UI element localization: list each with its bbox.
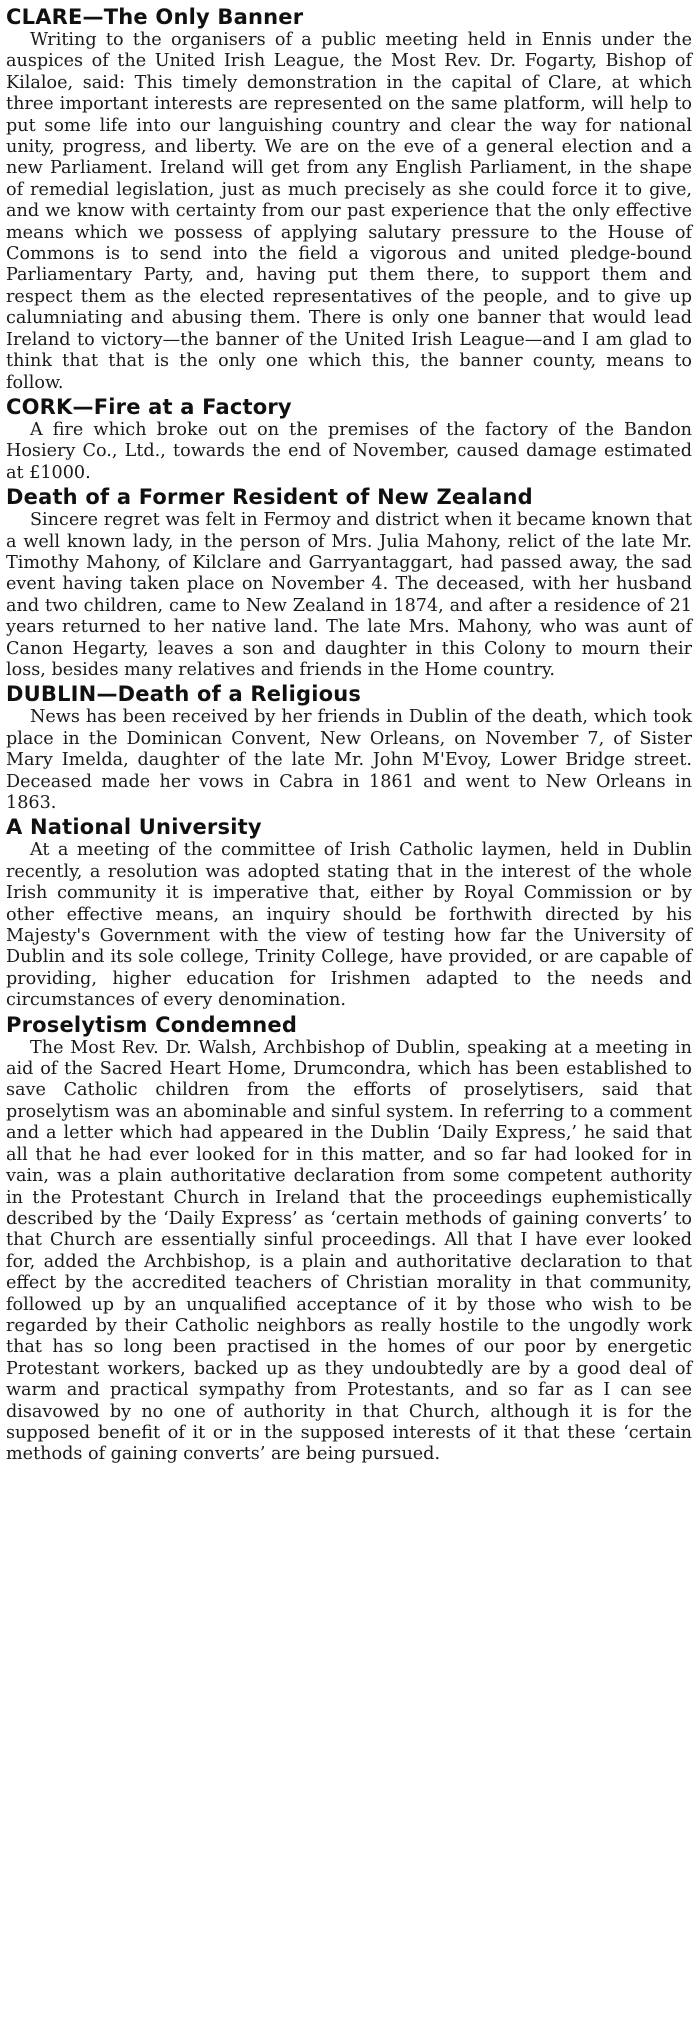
article-cork <box>6 394 692 484</box>
newspaper-column <box>6 4 692 1466</box>
article-dublin <box>6 681 692 814</box>
article-headline: Death of a Former Resident of New Zealand <box>6 485 533 510</box>
article-body: Writing to the organisers of a public meeting held in Ennis under the auspices of the United Irish League, the Most Rev. Dr. Fogarty, Bishop of Kilaloe, said: This timely demonstration in the capital of Clare, at which three important interests are represented on the same platform, will help to put some life into our languishing country and clear the way for national unity, progress, and liberty. We are on the eve of a general election and a new Parliament. Ireland will get from any English Parliament, in the shape of remedial legislation, just as much precisely as she could force it to give, and we know with certainty from our past experience that the only effective means which we possess of applying salutary pressure to the House of Commons is to send into the field a vigorous and united pledge-bound Parliamentary Party, and, having put them there, to support them and respect them as the elected representatives of the people, and to give up calumniating and abusing them. There is only one banner that would lead Ireland to victory—the banner of the United Irish League—and I am glad to think that that is the only one which this, the banner county, means to follow. <box>6 30 692 393</box>
article-body: News has been received by her friends in Dublin of the death, which took place in the Dominican Convent, New Orleans, on November 7, of Sister Mary Imelda, daughter of the late Mr. John M'Evoy, Lower Bridge street. Deceased made her vows in Cabra in 1861 and went to New Orleans in 1863. <box>6 707 692 813</box>
article-national-university <box>6 814 692 1011</box>
article-proselytism <box>6 1012 692 1466</box>
article-headline: DUBLIN—Death of a Religious <box>6 682 362 707</box>
article-new-zealand <box>6 484 692 681</box>
article-body: At a meeting of the committee of Irish Catholic laymen, held in Dublin recently, a resolution was adopted stating that in the interest of the whole Irish community it is imperative that, either by Royal Commission or by other effective means, an inquiry should be forthwith directed by his Majesty's Government with the view of testing how far the University of Dublin and its sole college, Trinity College, have provided, or are capable of providing, higher education for Irishmen adapted to the needs and circumstances of every denomination. <box>6 840 692 1011</box>
article-headline: CORK—Fire at a Factory <box>6 394 292 419</box>
article-headline: CLARE—The Only Banner <box>6 5 304 29</box>
article-clare <box>6 4 692 394</box>
article-headline: A National University <box>6 815 262 840</box>
article-body: The Most Rev. Dr. Walsh, Archbishop of Dublin, speaking at a meeting in aid of the Sacred Heart Home, Drumcondra, which has been established to save Catholic children from the efforts of proselytisers, said that proselytism was an abominable and sinful system. In referring to a comment and a letter which had appeared in the Dublin ‘Daily Express,’ he said that all that he had ever looked for in this matter, and so far had looked for in vain, was a plain authoritative declaration from some competent authority in the Protestant Church in Ireland that the proceedings euphemistically described by the ‘Daily Express’ as ‘certain methods of gaining converts’ to that Church are essentially sinful proceedings. All that I have ever looked for, added the Archbishop, is a plain and authoritative declaration to that effect by the accredited teachers of Christian morality in that community, followed up by an unqualified acceptance of it by those who wish to be regarded by their Catholic neighbors as really hostile to the ungodly work that has so long been practised in the homes of our poor by energetic Protestant workers, backed up as they undoubtedly are by a good deal of warm and practical sympathy from Protestants, and so far as I can see disavowed by no one of authority in that Church, although it is for the supposed benefit of it or in the supposed interests of it that these ‘certain methods of gaining converts’ are being pursued. <box>6 1037 692 1465</box>
article-headline: Proselytism Condemned <box>6 1012 298 1037</box>
article-body: Sincere regret was felt in Fermoy and district when it became known that a well known lady, in the person of Mrs. Julia Mahony, relict of the late Mr. Timothy Mahony, of Kilclare and Garryantaggart, had passed away, the sad event having taken place on November 4. The deceased, with her husband and two children, came to New Zealand in 1874, and after a residence of 21 years returned to her native land. The late Mrs. Mahony, who was aunt of Canon Hegarty, leaves a son and daughter in this Colony to mourn their loss, besides many relatives and friends in the Home country. <box>6 510 692 680</box>
article-body: A fire which broke out on the premises of the factory of the Bandon Hosiery Co., Ltd., towards the end of November, caused damage estimated at £1000. <box>6 419 692 483</box>
